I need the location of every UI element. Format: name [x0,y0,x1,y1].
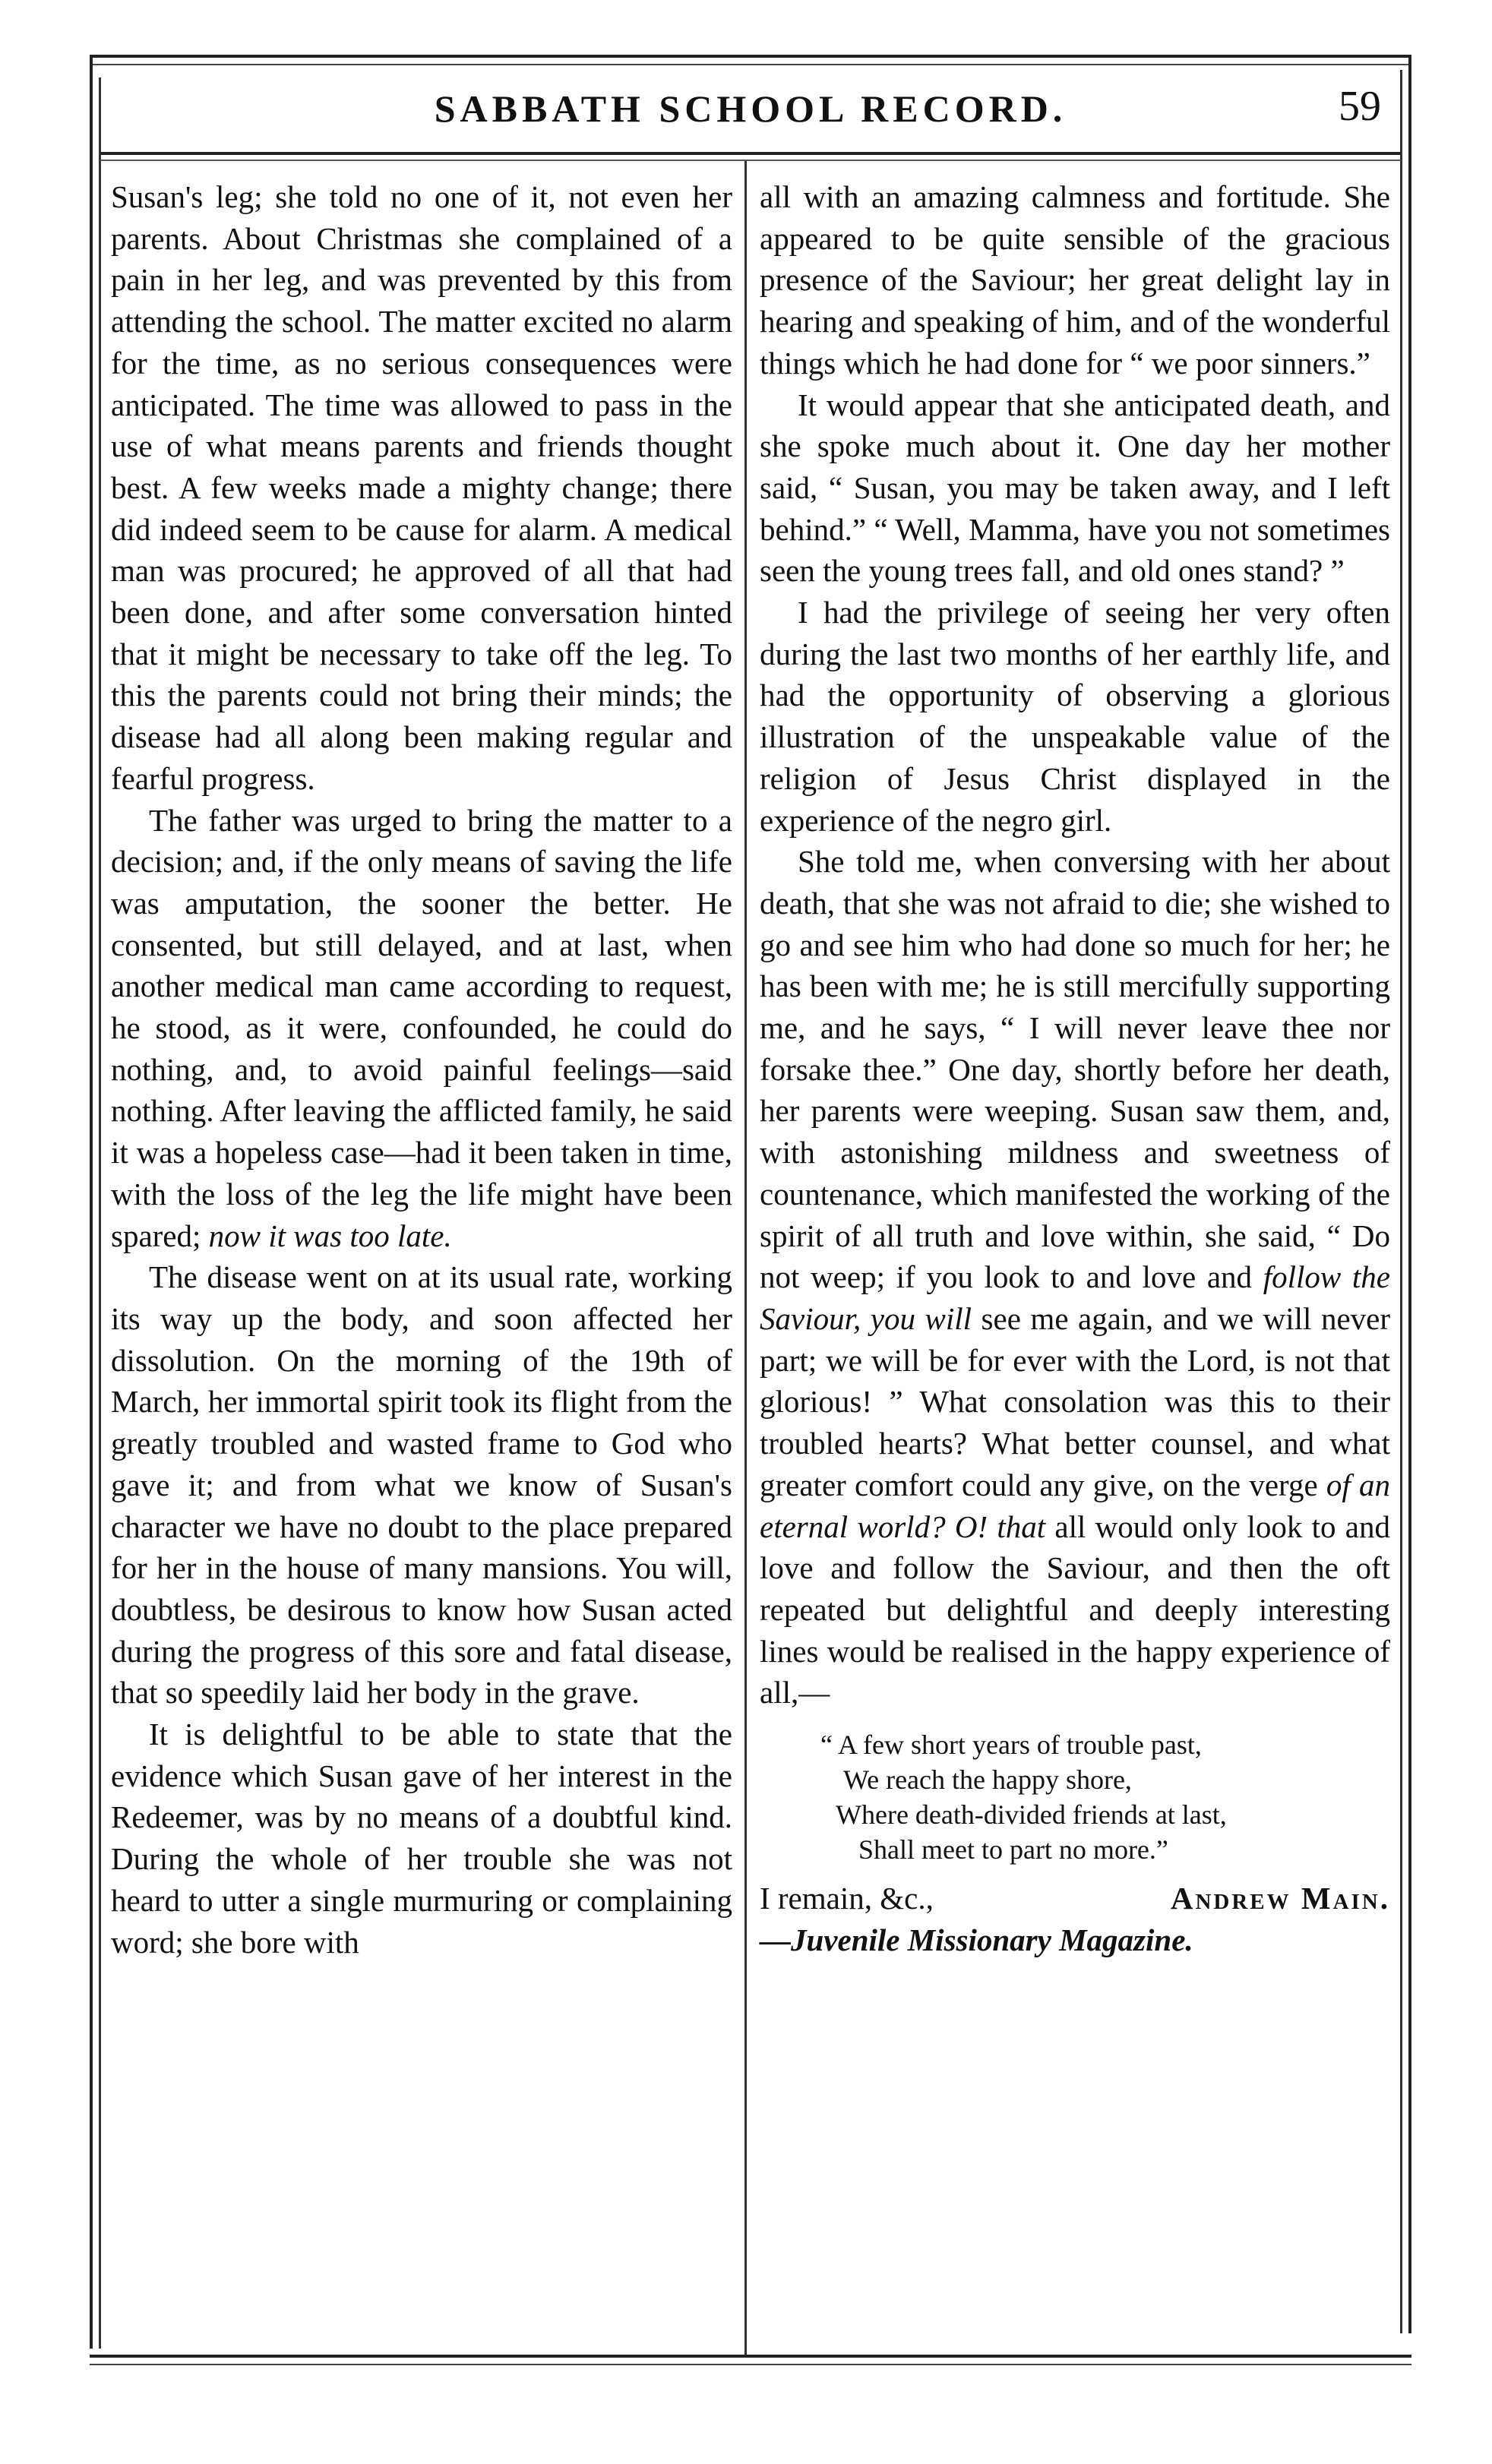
verse-line-2: We reach the happy shore, [843,1764,1132,1796]
closing-salutation: I remain, &c., [760,1881,934,1916]
right-border-rule [1408,55,1411,2333]
page-number: 59 [1339,83,1381,130]
column-divider [744,161,747,2355]
left-border-rule [90,55,93,2349]
verse-line-1: “ A few short years of trouble past, [820,1730,1202,1761]
bottom-border-rule [90,2355,1411,2358]
right-paragraph-4-a: She told me, when conversing with her about death, that she was not afraid to die; she wished to go and see him who had done so much for her; he has been with me; he is still mercifully supporting me, and he says, “ I will never leave thee nor forsake thee.” One day, shortly before her death, her parents were weeping. Susan saw them, and, with astonishing mildness and sweetness of countenance, which manifested the working of the spirit of all truth and love within, she said, “ Do not weep; if you look to and love and [760,844,1390,1295]
right-paragraph-3: I had the privilege of seeing her very often during the last two months of her earthly life, and had the opportunity of observing a glorious illustration of the unspeakable value of the religion of Jesus Christ displayed in the experience of the negro girl. [760,595,1390,838]
left-paragraph-2-text: The father was urged to bring the matter to a decision; and, if the only means of saving the life was amputation, the sooner the better. He consented, but still delayed, and at last, when another medical man came according to request, he stood, as it were, confounded, he could do nothing, and, to avoid painful feelings—said nothing. After leaving the afflicted family, he said it was a hopeless case—had it been taken in time, with the loss of the leg the life might have been spared; [111,802,732,1253]
header-rule-inner [100,160,1401,161]
right-paragraph-4-italic-2: of an eternal world? O! that [760,1467,1390,1544]
left-paragraph-2 [111,800,732,1257]
author-name: Andrew Main. [1170,1881,1390,1916]
top-border-rule-inner [90,64,1411,65]
left-paragraph-4: It is delightful to be able to state that the evidence which Susan gave of her interest in the Redeemer, was by no means of a doubtful kind. During the whole of her trouble she was not heard to utter a single murmuring or complaining word; she bore with [111,1717,732,1960]
left-paragraph-3: The disease went on at its usual rate, working its way up the body, and soon affected her dissolution. On the morning of the 19th of March, her immortal spirit took its flight from the greatly troubled and wasted frame to God who gave it; and from what we know of Susan's character we have no doubt to the place prepared for her in the house of many mansions. You will, doubtless, be desirous to know how Susan acted during the progress of this sore and fatal disease, that so speedily laid her body in the grave. [111,1259,732,1711]
left-column [111,176,732,1963]
bottom-border-rule-inner [90,2364,1411,2365]
verse-quotation [760,1727,1390,1867]
left-border-rule-inner [99,77,101,2349]
right-column [760,176,1390,1960]
right-paragraph-4 [760,841,1390,1714]
verse-line-3: Where death-divided friends at last, [836,1799,1227,1831]
running-title: SABBATH SCHOOL RECORD. [434,87,1067,130]
right-border-rule-inner [1400,70,1402,2333]
top-border-rule [90,55,1411,58]
left-paragraph-2-italic: now it was too late. [208,1218,452,1253]
signoff [760,1878,1390,1919]
right-paragraph-4-b: see me again, and we will never part; we will be for ever with the Lord, is not that glorious! ” What consolation was this to their troubled hearts? What better counsel, and what greater comfort could any give, on the verge [760,1300,1391,1502]
page [90,55,1411,2387]
right-paragraph-2: It would appear that she anticipated death, and she spoke much about it. One day her mother said, “ Susan, you may be taken away, and I left behind.” “ Well, Mamma, have you not sometimes seen the young trees fall, and old ones stand? ” [760,387,1390,589]
left-paragraph-1: Susan's leg; she told no one of it, not even her parents. About Christmas she complained of a pain in her leg, and was prevented by this from attending the school. The matter excited no alarm for the time, as no serious consequences were anticipated. The time was allowed to pass in the use of what means parents and friends thought best. A few weeks made a mighty change; there did indeed seem to be cause for alarm. A medical man was procured; he approved of all that had been done, and after some conversation hinted that it might be necessary to take off the leg. To this the parents could not bring their minds; the disease had all along been making regular and fearful progress. [111,179,732,796]
right-paragraph-4-italic-1: follow the Saviour, you will [760,1259,1390,1336]
right-paragraph-1: all with an amazing calmness and fortitude. She appeared to be quite sensible of the gracious presence of the Saviour; her great delight lay in hearing and speaking of him, and of the wonderful things which he had done for “ we poor sinners.” [760,179,1391,381]
source-citation: —Juvenile Missionary Magazine. [760,1922,1193,1957]
right-paragraph-4-c: all would only look to and love and follow the Saviour, and then the oft repeated but delightful and deeply interesting lines would be realised in the happy experience of all,— [760,1508,1391,1711]
header-rule [100,152,1401,155]
verse-line-4: Shall meet to part no more.” [858,1834,1168,1865]
